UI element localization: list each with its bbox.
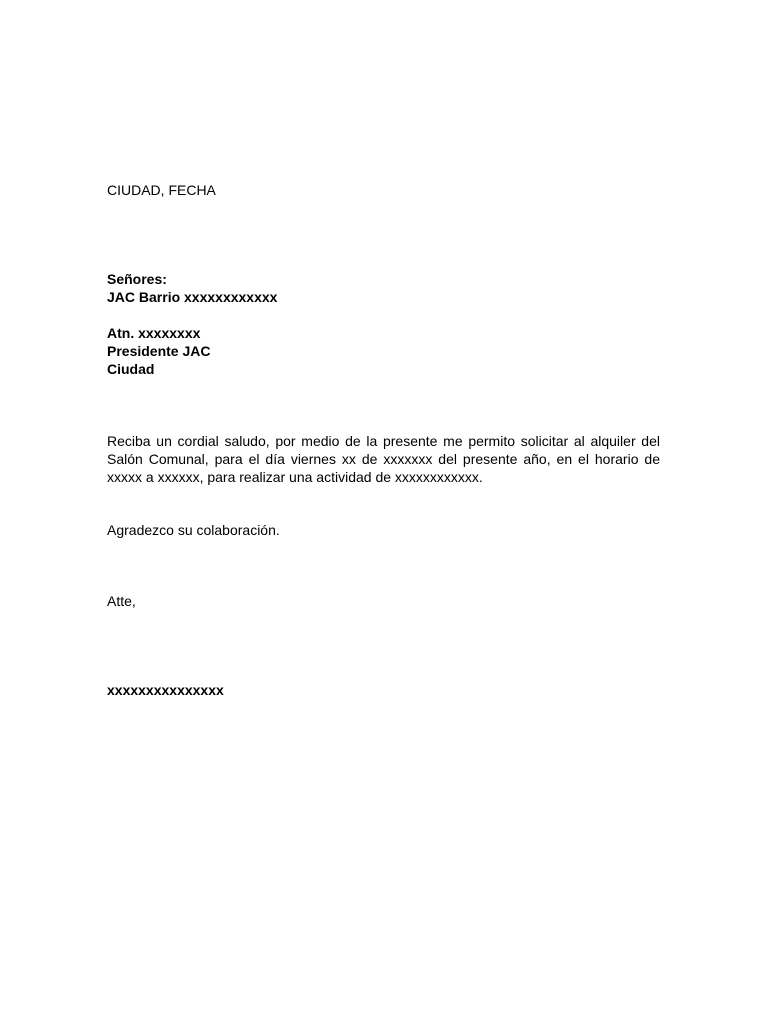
thanks-line: Agradezco su colaboración. <box>107 522 280 538</box>
recipient-salutation: Señores: <box>107 271 167 287</box>
recipient-city: Ciudad <box>107 361 155 377</box>
body-paragraph: Reciba un cordial saludo, por medio de la presente me permito solicitar al alquiler del Salón Comunal, para el día viernes xx de xxxxxxx del presente año, en el horario de xxxxx a xxxxxx, para realizar una actividad de xxxxxxxxxxxx. <box>107 433 660 485</box>
recipient-title: Presidente JAC <box>107 343 211 359</box>
recipient-attention: Atn. xxxxxxxx <box>107 325 201 341</box>
closing-line: Atte, <box>107 593 136 609</box>
signature-line: xxxxxxxxxxxxxxx <box>107 682 224 698</box>
recipient-organization: JAC Barrio xxxxxxxxxxxx <box>107 289 278 305</box>
date-line: CIUDAD, FECHA <box>107 182 216 198</box>
